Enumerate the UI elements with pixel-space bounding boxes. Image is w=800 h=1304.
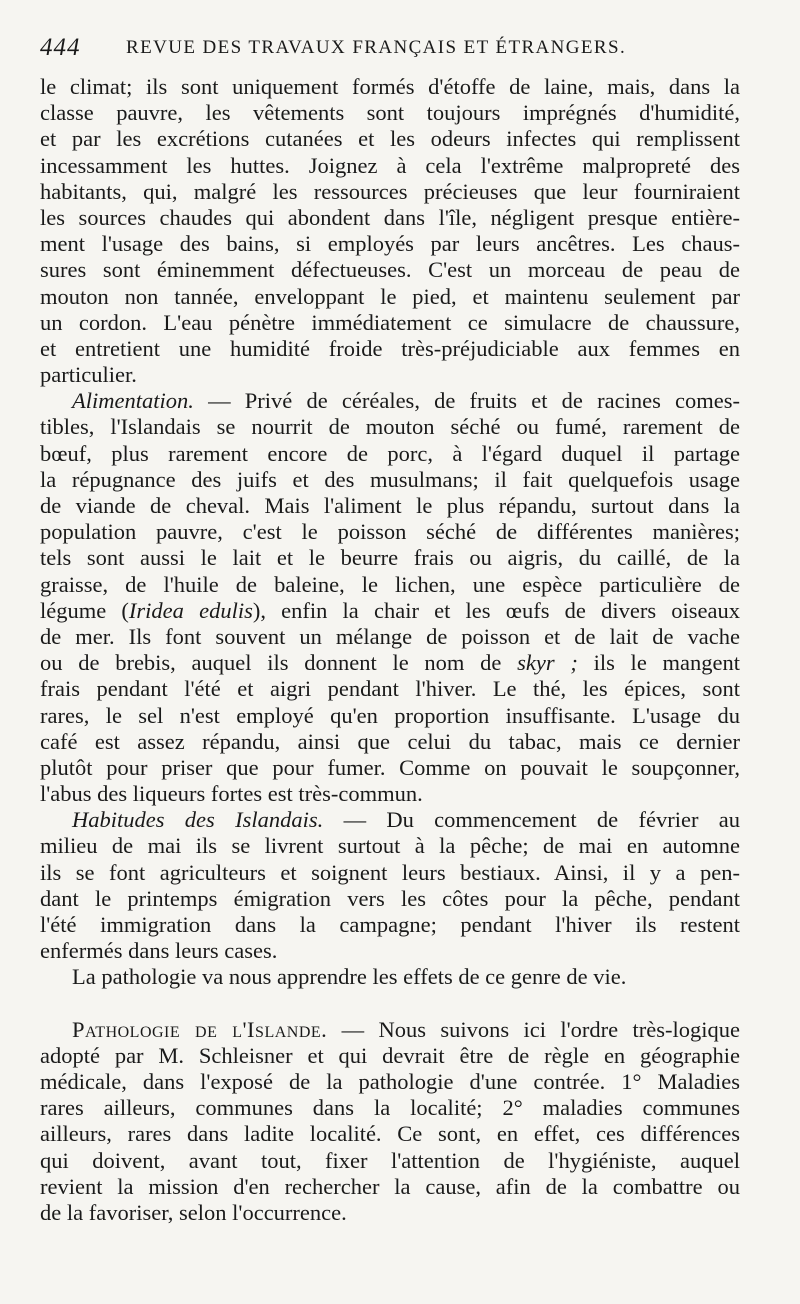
text-line: sures sont éminemment défectueuses. C'est un morceau de peau de [40,257,740,283]
text-line: mouton non tannée, enveloppant le pied, et maintenu seulement par [40,283,740,309]
term-skyr: skyr ; [517,650,578,676]
text-run: ou de brebis, auquel ils donnent le nom de [40,650,518,676]
text-line: ment l'usage des bains, si employés par leurs ancêtres. Les chaus- [40,231,740,257]
body-text [40,74,740,1226]
text-line [40,650,740,676]
text-line: de viande de cheval. Mais l'aliment le plus répandu, surtout dans la [40,493,740,518]
text-line: particulier. [40,362,137,388]
text-run: — Privé de céréales, de fruits et de racines comes- [193,388,740,414]
text-line: un cordon. L'eau pénètre immédiatement ce simulacre de chaussure, [40,309,740,335]
text-line: de mer. Ils font souvent un mélange de poisson et de lait de vache [40,623,740,649]
page-number: 444 [40,34,81,61]
text-line: frais pendant l'été et aigri pendant l'hiver. Le thé, les épices, sont [40,676,740,702]
text-line: plutôt pour priser que pour fumer. Comme on pouvait le soupçonner, [40,754,740,780]
paragraph-clothing [40,74,740,388]
text-run: ), enfin la chair et les œufs de divers oiseaux [252,597,740,623]
text-line: tibles, l'Islandais se nourrit de mouton séché ou fumé, rarement de [40,414,740,440]
paragraph-pathologie-intro [40,964,740,990]
text-line [40,598,740,624]
text-line: revient la mission d'en rechercher la cause, afin de la combattre ou [40,1173,740,1199]
text-line: rares ailleurs, communes dans la localité; 2° maladies communes [40,1095,740,1121]
running-head: REVUE DES TRAVAUX FRANÇAIS ET ÉTRANGERS. [126,37,627,58]
text-line: qui doivent, avant tout, fixer l'attention de l'hygiéniste, auquel [40,1147,740,1173]
text-line: tels sont aussi le lait et le beurre frais ou aigris, du caillé, de la [40,545,740,571]
text-run: — Nous suivons ici l'ordre très-logique [327,1016,740,1042]
text-line: population pauvre, c'est le poisson séché de différentes manières; [40,519,740,545]
section-heading-alimentation: Alimentation. [72,388,194,414]
text-line: ils se font agriculteurs et soignent leurs bestiaux. Ainsi, il y a pen- [40,859,740,885]
paragraph-alimentation [40,388,740,807]
section-heading-habitudes: Habitudes des Islandais. [72,807,324,833]
text-line: La pathologie va nous apprendre les effets de ce genre de vie. [72,964,627,990]
text-line: enfermés dans leurs cases. [40,938,278,964]
text-line: graisse, de l'huile de baleine, le lichen, une espèce particulière de [40,571,740,597]
text-line: et entretient une humidité froide très-préjudiciable aux femmes en [40,335,740,361]
text-line: les sources chaudes qui abondent dans l'île, négligent presque entière- [40,204,740,230]
text-line: café est assez répandu, ainsi que celui du tabac, mais ce dernier [40,728,740,754]
text-line: de la favoriser, selon l'occurrence. [40,1199,347,1225]
text-line: classe pauvre, les vêtements sont toujours imprégnés d'humidité, [40,100,740,126]
page-header [40,34,740,62]
text-line: dant le printemps émigration vers les côtes pour la pêche, pendant [40,885,740,911]
section-spacer [40,991,740,1017]
text-line: bœuf, plus rarement encore de porc, à l'égard duquel il partage [40,440,740,466]
text-line: et par les excrétions cutanées et les odeurs infectes qui remplissent [40,126,740,152]
species-name: Iridea edulis [128,597,253,623]
text-line: milieu de mai ils se livrent surtout à la pêche; de mai en automne [40,833,740,859]
text-line: adopté par M. Schleisner et qui devrait être de règle en géographie [40,1042,740,1068]
text-run: ils le mangent [577,650,741,676]
text-run: légume ( [40,597,129,623]
text-line: l'abus des liqueurs fortes est très-commun. [40,781,423,807]
paragraph-habitudes [40,807,740,964]
text-line: rares, le sel n'est employé qu'en proportion insuffisante. L'usage du [40,702,740,728]
text-run: — Du commencement de février au [323,807,740,833]
paragraph-pathologie [40,1017,740,1227]
section-heading-pathologie: Pathologie de l'Islande. [72,1016,328,1042]
text-line: la répugnance des juifs et des musulmans; il fait quelquefois usage [40,466,740,492]
text-line: médicale, dans l'exposé de la pathologie d'une contrée. 1° Maladies [40,1068,740,1094]
text-line: l'été immigration dans la campagne; pendant l'hiver ils restent [40,912,740,937]
text-line [40,807,740,833]
text-line [40,388,740,414]
text-line: habitants, qui, malgré les ressources précieuses que leur fourniraient [40,178,740,204]
text-line: ailleurs, rares dans ladite localité. Ce sont, en effet, ces différences [40,1121,740,1147]
text-line: le climat; ils sont uniquement formés d'étoffe de laine, mais, dans la [40,74,740,99]
text-line [40,1017,740,1043]
text-line: incessamment les huttes. Joignez à cela l'extrême malpropreté des [40,152,740,178]
